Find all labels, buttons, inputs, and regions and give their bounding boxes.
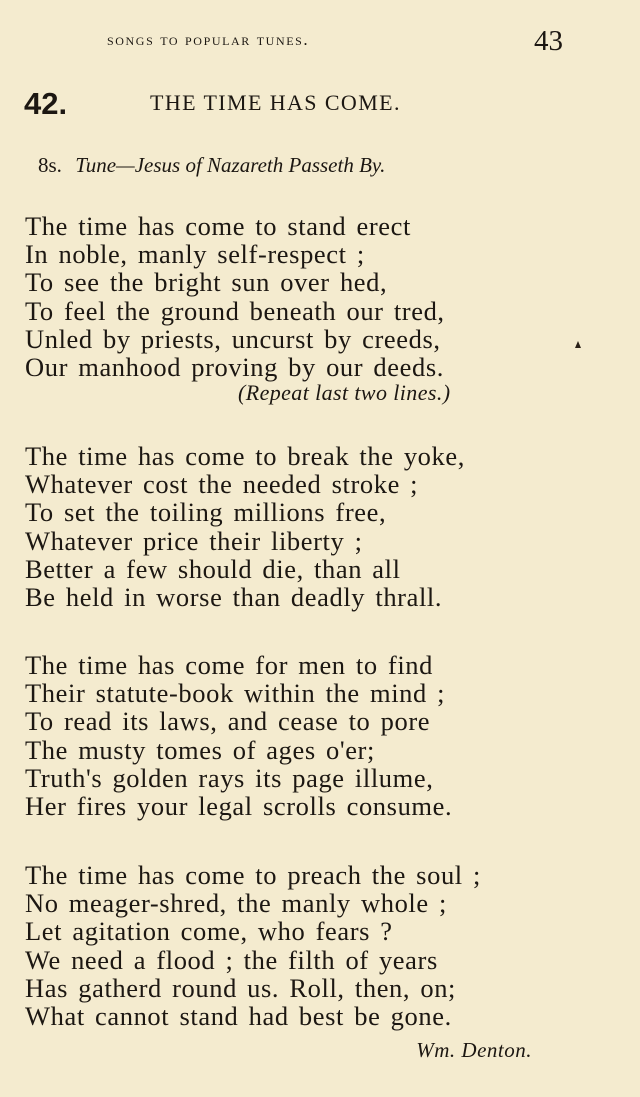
verse-line: Better a few should die, than all (25, 553, 401, 584)
verse-line: Her fires your legal scrolls consume. (25, 791, 453, 822)
verse-line: Our manhood proving by our deeds. (25, 352, 444, 383)
hymn-title: THE TIME HAS COME. (150, 90, 401, 115)
verse-line: In noble, manly self-respect ; (25, 239, 365, 270)
verse-line: To see the bright sun over hed, (25, 267, 388, 298)
running-head: songs to popular tunes. (107, 30, 310, 49)
stanza-3 (25, 651, 452, 820)
meter: 8s. (38, 153, 62, 177)
verse-line: We need a flood ; the filth of years (25, 944, 438, 975)
stanza-4 (25, 861, 481, 1030)
tune-name: Tune—Jesus of Nazareth Passeth By. (75, 153, 386, 177)
verse-line: Whatever cost the needed stroke ; (25, 469, 419, 500)
stanza-1 (25, 212, 445, 381)
hymn-number: 42. (24, 86, 68, 121)
verse-line: Be held in worse than deadly thrall. (25, 582, 443, 613)
verse-line: Has gatherd round us. Roll, then, on; (25, 972, 457, 1003)
verse-line: Whatever price their liberty ; (25, 525, 363, 556)
verse-line: Let agitation come, who fears ? (25, 916, 393, 947)
ink-speck-mark (575, 341, 581, 348)
verse-line: The musty tomes of ages o'er; (25, 734, 375, 765)
stanza-2 (25, 442, 465, 611)
verse-line: The time has come to break the yoke, (25, 441, 465, 471)
verse-line: To read its laws, and cease to pore (25, 706, 431, 737)
page-number: 43 (534, 25, 563, 57)
verse-line: The time has come to stand erect (25, 211, 411, 241)
tune-line (38, 153, 385, 178)
verse-line: Their statute-book within the mind ; (25, 678, 446, 709)
verse-line: The time has come to preach the soul ; (25, 860, 481, 890)
verse-line: To set the toiling millions free, (25, 497, 387, 528)
verse-line: No meager-shred, the manly whole ; (25, 888, 447, 919)
verse-line: The time has come for men to find (25, 650, 434, 680)
verse-line: To feel the ground beneath our tred, (25, 295, 445, 326)
repeat-note: (Repeat last two lines.) (238, 380, 451, 405)
verse-line: Truth's golden rays its page illume, (25, 762, 434, 793)
author-signature: Wm. Denton. (416, 1038, 532, 1062)
verse-line: Unled by priests, uncurst by creeds, (25, 323, 441, 354)
verse-line: What cannot stand had best be gone. (25, 1001, 452, 1032)
